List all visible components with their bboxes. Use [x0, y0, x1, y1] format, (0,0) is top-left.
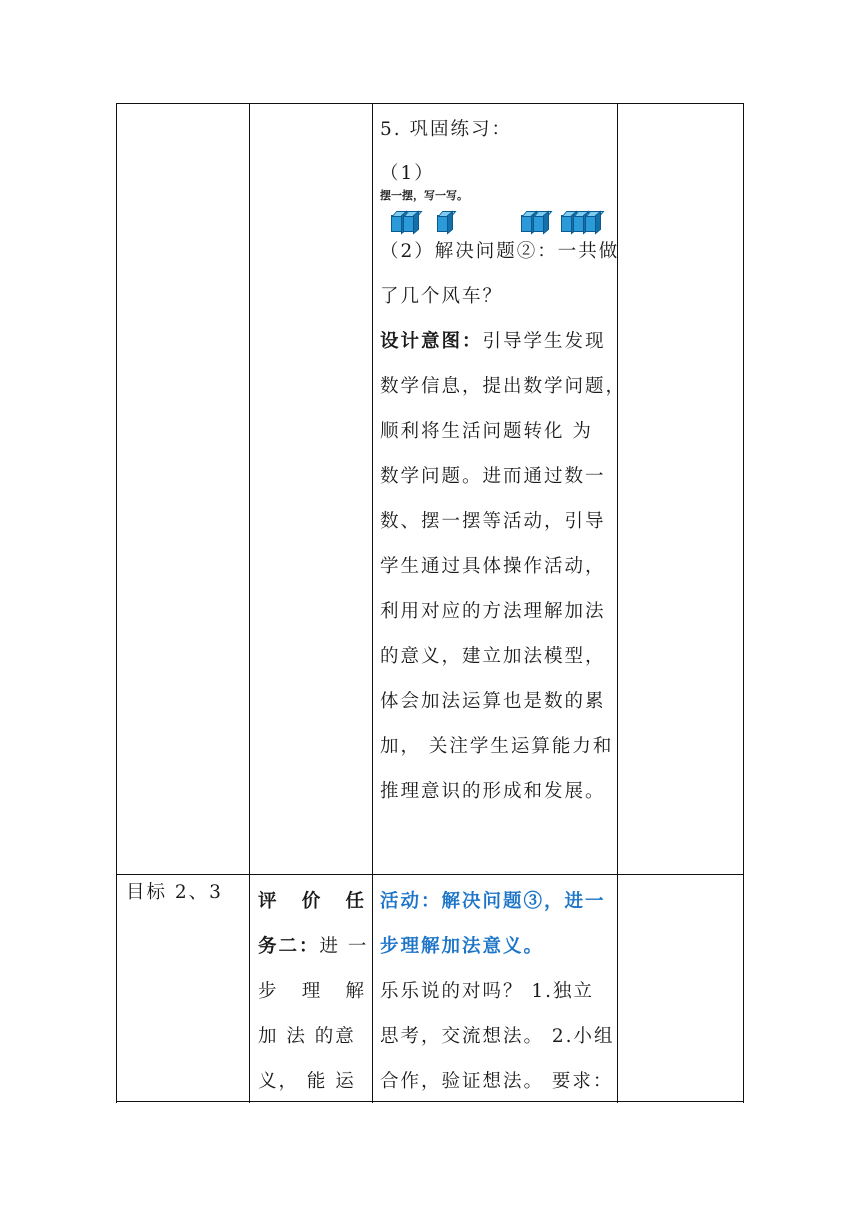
- design-line-0: 设计意图：引导学生发现: [380, 331, 606, 352]
- cube-icon: [437, 215, 449, 232]
- task-line4: 加 法 的意: [258, 1026, 356, 1047]
- item2-line1: （2）解决问题②：一共做: [380, 241, 620, 262]
- column-divider-1: [249, 103, 250, 1103]
- task-line2: 务二：进 一: [258, 936, 369, 957]
- design-line: 数、摆一摆等活动，引导: [380, 511, 606, 532]
- cube-illustration: [380, 205, 616, 235]
- cube-icon: [573, 215, 585, 232]
- cube-icon: [533, 215, 545, 232]
- table-border-left: [116, 103, 117, 1103]
- design-line: 顺利将生活问题转化 为: [380, 421, 593, 442]
- table-border-top: [116, 103, 744, 104]
- design-line: 数学信息，提出数学问题，: [380, 376, 627, 397]
- activity-body-line: 合作，验证想法。 要求：: [380, 1071, 614, 1092]
- cube-icon: [391, 215, 403, 232]
- design-line: 体会加法运算也是数的累: [380, 691, 606, 712]
- row-divider: [116, 874, 744, 875]
- cube-icon: [585, 215, 597, 232]
- activity-heading-line1: 活动：解决问题③，进一: [380, 891, 606, 912]
- design-line: 学生通过具体操作活动，: [380, 556, 606, 577]
- column-divider-2: [372, 103, 373, 1103]
- task-line1: 评 价 任: [258, 891, 366, 912]
- cube-icon: [561, 215, 573, 232]
- image-caption: 摆一摆，写一写。: [380, 189, 468, 202]
- item2-line2: 了几个风车？: [380, 286, 504, 307]
- design-line: 数学问题。进而通过数一: [380, 466, 606, 487]
- design-line: 的意义，建立加法模型，: [380, 646, 606, 667]
- activity-body-line: 乐乐说的对吗？ 1.独立: [380, 981, 595, 1002]
- cube-icon: [403, 215, 415, 232]
- goal-text: 目标 2、3: [126, 882, 223, 903]
- task-line5: 义， 能 运: [258, 1071, 356, 1092]
- goal-cell: [126, 878, 246, 908]
- task-cell: [258, 879, 369, 1104]
- design-line: 利用对应的方法理解加法: [380, 601, 606, 622]
- item1-label: （1）: [380, 163, 435, 184]
- design-label: 设计意图：: [380, 331, 483, 352]
- practice-title: 5. 巩固练习：: [380, 119, 513, 140]
- activity-body-line: 思考，交流想法。 2.小组: [380, 1026, 615, 1047]
- cube-icon: [521, 215, 533, 232]
- task-line3: 步 理 解: [258, 981, 366, 1002]
- table-border-right: [743, 103, 744, 1103]
- activity-cell: [380, 879, 616, 1104]
- design-line: 加， 关注学生运算能力和: [380, 736, 614, 757]
- lesson-table: [116, 103, 744, 1103]
- practice-cell: [380, 115, 627, 814]
- design-line: 推理意识的形成和发展。: [380, 781, 606, 802]
- activity-heading-line2: 步理解加法意义。: [380, 936, 545, 957]
